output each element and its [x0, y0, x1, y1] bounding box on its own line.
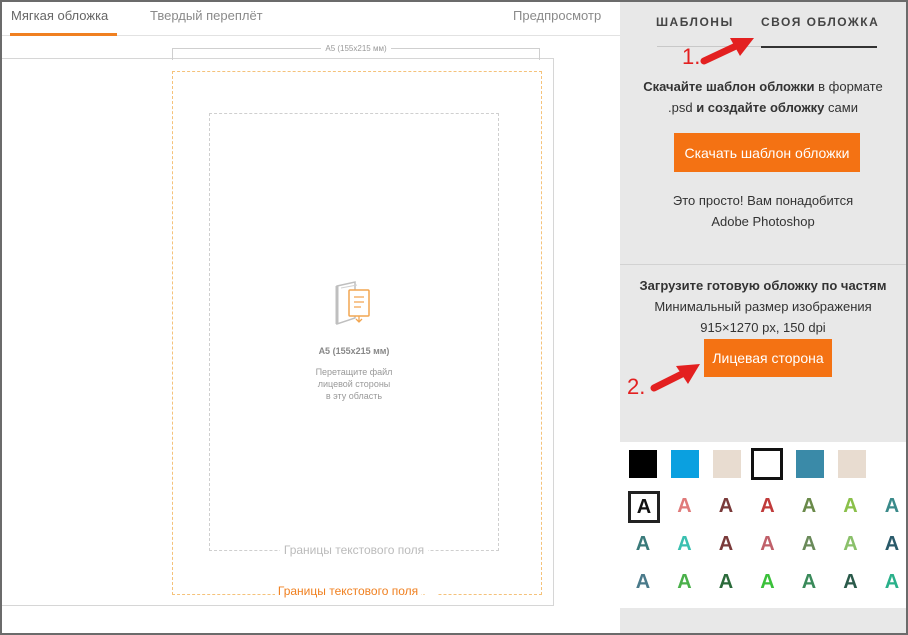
- font-color-option[interactable]: A: [628, 491, 660, 523]
- upload-title: Загрузите готовую обложку по частям: [639, 278, 887, 293]
- upload-min-size-line-1: Минимальный размер изображения: [654, 299, 872, 314]
- font-color-option[interactable]: A: [760, 533, 775, 555]
- font-color-option[interactable]: A: [718, 571, 734, 593]
- tab-hard-cover[interactable]: Твердый переплёт: [150, 8, 263, 23]
- tab-templates[interactable]: ШАБЛОНЫ: [656, 15, 734, 29]
- font-color-option[interactable]: A: [677, 571, 692, 593]
- outer-boundary-label-row: [172, 584, 542, 599]
- background-color-swatch[interactable]: [751, 448, 783, 480]
- font-color-option[interactable]: A: [801, 495, 817, 517]
- template-text-1: в формате: [814, 79, 883, 94]
- template-note-line-1: Это просто! Вам понадобится: [672, 193, 854, 208]
- background-color-swatch[interactable]: [671, 450, 699, 478]
- panel-divider: [620, 264, 906, 265]
- background-color-swatch[interactable]: [629, 450, 657, 478]
- font-color-option[interactable]: A: [801, 571, 817, 593]
- front-side-upload-button[interactable]: Лицевая сторона: [704, 339, 832, 377]
- drop-zone-size: A5 (155x215 мм): [318, 346, 390, 356]
- upload-instructions: [620, 275, 906, 338]
- step-1-label: 1.: [682, 44, 701, 69]
- template-text-2: .psd: [668, 100, 697, 115]
- template-text-bold-1: Скачайте шаблон обложки: [643, 79, 815, 94]
- font-color-option[interactable]: A: [760, 495, 775, 517]
- step-1-arrow-icon: [700, 34, 758, 66]
- tab-own-cover[interactable]: СВОЯ ОБЛОЖКА: [761, 15, 880, 29]
- font-color-option[interactable]: A: [884, 571, 900, 593]
- drop-hint-line-2: лицевой стороны: [317, 379, 391, 389]
- font-color-option[interactable]: A: [801, 533, 817, 555]
- cover-type-tabs: [2, 2, 620, 36]
- inner-boundary-label: Границы текстового поля: [280, 543, 428, 557]
- font-color-option[interactable]: A: [677, 533, 692, 555]
- font-color-option[interactable]: A: [635, 571, 651, 593]
- font-color-option[interactable]: A: [884, 495, 900, 517]
- font-color-option[interactable]: A: [760, 571, 775, 593]
- background-color-swatch[interactable]: [838, 450, 866, 478]
- template-text-bold-2: и создайте обложку: [696, 100, 825, 115]
- cover-editor: [2, 2, 620, 633]
- upload-min-size-line-2: 915×1270 px, 150 dpi: [700, 320, 826, 335]
- step-2-arrow-icon: [650, 360, 702, 394]
- preview-link[interactable]: Предпросмотр: [513, 8, 602, 23]
- drop-hint-line-3: в эту область: [325, 391, 383, 401]
- template-note-line-2: Adobe Photoshop: [711, 214, 815, 229]
- size-ruler-label: A5 (155x215 мм): [321, 44, 390, 53]
- size-ruler: [172, 44, 540, 60]
- font-color-option[interactable]: A: [718, 495, 734, 517]
- font-color-option[interactable]: A: [843, 533, 858, 555]
- font-color-option[interactable]: A: [884, 533, 900, 555]
- drop-zone-hint: [292, 366, 416, 402]
- drop-zone[interactable]: [292, 280, 416, 402]
- font-color-option[interactable]: A: [843, 495, 858, 517]
- help-icon[interactable]: ?: [424, 584, 439, 599]
- download-template-button[interactable]: Скачать шаблон обложки: [674, 133, 860, 172]
- side-panel: [620, 2, 906, 633]
- active-panel-tab-indicator: [761, 46, 877, 48]
- template-instructions: [620, 76, 906, 118]
- template-note: [620, 190, 906, 232]
- style-swatches: [620, 442, 906, 608]
- step-2-label: 2.: [627, 374, 646, 399]
- outer-boundary-label: Границы текстового поля: [275, 584, 421, 598]
- tab-soft-cover[interactable]: Мягкая обложка: [11, 8, 109, 23]
- font-color-option[interactable]: A: [635, 533, 651, 555]
- font-color-option[interactable]: A: [677, 495, 692, 517]
- active-tab-indicator: [10, 33, 117, 36]
- background-color-swatch[interactable]: [796, 450, 824, 478]
- background-color-swatch[interactable]: [713, 450, 741, 478]
- book-upload-icon: [331, 280, 377, 330]
- font-color-option[interactable]: A: [718, 533, 734, 555]
- drop-hint-line-1: Перетащите файл: [315, 367, 393, 377]
- font-color-option[interactable]: A: [843, 571, 858, 593]
- template-text-3: сами: [824, 100, 858, 115]
